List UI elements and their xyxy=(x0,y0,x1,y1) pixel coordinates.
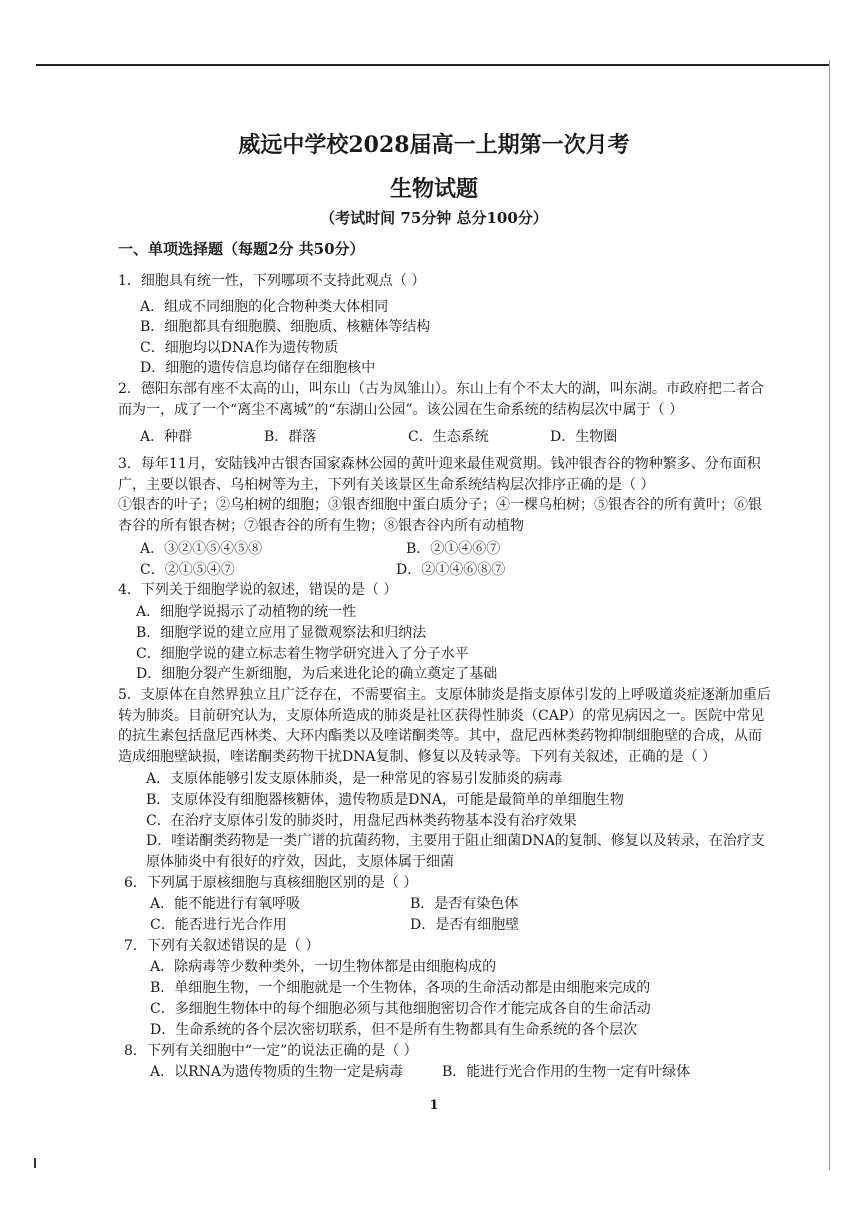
question-stem: 而为一，成了一个“离尘不离城”的“东湖山公园”。该公园在生命系统的结构层次中属于（ ） xyxy=(118,402,684,418)
option: B．细胞学说的建立应用了显微观察法和归纳法 xyxy=(136,625,427,641)
option: D．喹诺酮类药物是一类广谱的抗菌药物，主要用于阻止细菌DNA的复制、修复以及转录，在治疗支 xyxy=(146,833,765,849)
question-stem: 4．下列关于细胞学说的叙述，错误的是（ ） xyxy=(118,582,398,598)
question-stem: 5．支原体在自然界独立且广泛存在，不需要宿主。支原体肺炎是指支原体引发的上呼吸道炎症逐渐加重后 xyxy=(118,687,771,703)
question-stem: 造成细胞壁缺损，喹诺酮类药物干扰DNA复制、修复以及转录等。下列有关叙述，正确的是（ ） xyxy=(118,749,717,765)
exam-title: 威远中学校2028届高一上期第一次月考 xyxy=(238,132,630,158)
question-stem: 广，主要以银杏、乌桕树等为主，下列有关该景区生命系统结构层次排序正确的是（ ） xyxy=(118,477,655,493)
option: A．③②①⑤④⑤⑧ xyxy=(140,541,263,557)
option: B．是否有染色体 xyxy=(410,896,519,912)
option: A．组成不同细胞的化合物种类大体相同 xyxy=(140,299,389,315)
option: A．支原体能够引发支原体肺炎，是一种常见的容易引发肺炎的病毒 xyxy=(146,771,563,787)
option: D．细胞分裂产生新细胞，为后来进化论的确立奠定了基础 xyxy=(136,666,498,682)
option: D．生物圈 xyxy=(550,429,618,445)
option: C．细胞学说的建立标志着生物学研究进入了分子水平 xyxy=(136,646,469,662)
subject-title: 生物试题 xyxy=(389,176,478,202)
option: C．在治疗支原体引发的肺炎时，用盘尼西林类药物基本没有治疗效果 xyxy=(146,813,577,829)
option: A．能不能进行有氧呼吸 xyxy=(150,896,301,912)
question-stem: 1．细胞具有统一性，下列哪项不支持此观点（ ） xyxy=(118,273,426,289)
option: B．单细胞生物，一个细胞就是一个生物体，各项的生命活动都是由细胞来完成的 xyxy=(150,980,651,996)
question-stem: ①银杏的叶子；②乌桕树的细胞；③银杏细胞中蛋白质分子；④一棵乌桕树；⑤银杏谷的所有黄叶；⑥银 xyxy=(118,497,762,513)
top-border-line xyxy=(36,64,830,66)
option: A．种群 xyxy=(140,429,193,445)
option: A．细胞学说揭示了动植物的统一性 xyxy=(136,604,357,620)
section-title: 一、单项选择题（每题2分 共50分） xyxy=(118,240,365,258)
question-stem: 的抗生素包括盘尼西林类、大环内酯类以及喹诺酮类等。其中，盘尼西林类药物抑制细胞壁的合成，从而 xyxy=(118,728,762,744)
question-stem: 7．下列有关叙述错误的是（ ） xyxy=(124,938,320,954)
option: B．细胞都具有细胞膜、细胞质、核糖体等结构 xyxy=(140,319,431,335)
option: D．②①④⑥⑧⑦ xyxy=(396,562,506,578)
option: C．多细胞生物体中的每个细胞必须与其他细胞密切合作才能完成各自的生命活动 xyxy=(150,1001,651,1017)
question-stem: 3．每年11月，安陆钱冲古银杏国家森林公园的黄叶迎来最佳观赏期。钱冲银杏谷的物种繁多、分布面积 xyxy=(118,456,761,472)
question-stem: 2．德阳东部有座不太高的山，叫东山（古为凤雏山）。东山上有个不太大的湖，叫东湖。市政府把二者合 xyxy=(118,381,764,397)
question-stem: 杏谷的所有银杏树；⑦银杏谷的所有生物；⑧银杏谷内所有动植物 xyxy=(118,518,524,534)
option: C．生态系统 xyxy=(408,429,489,445)
option: 原体肺炎中有很好的疗效，因此，支原体属于细菌 xyxy=(146,854,454,870)
option: D．细胞的遗传信息均储存在细胞核中 xyxy=(140,360,376,376)
option: D．生命系统的各个层次密切联系，但不是所有生物都具有生命系统的各个层次 xyxy=(150,1022,638,1038)
option: B．群落 xyxy=(264,429,317,445)
option: D．是否有细胞壁 xyxy=(410,917,520,933)
option: C．能否进行光合作用 xyxy=(150,917,287,933)
option: B．能进行光合作用的生物一定有叶绿体 xyxy=(442,1064,691,1080)
exam-info: （考试时间 75分钟 总分100分） xyxy=(320,209,548,227)
crop-mark xyxy=(34,1158,36,1168)
question-stem: 8．下列有关细胞中“一定”的说法正确的是（ ） xyxy=(124,1043,418,1059)
option: B．②①④⑥⑦ xyxy=(406,541,501,557)
option: A．以RNA为遗传物质的生物一定是病毒 xyxy=(150,1064,404,1080)
question-stem: 转为肺炎。目前研究认为，支原体所造成的肺炎是社区获得性肺炎（CAP）的常见病因之一。医院中常见 xyxy=(118,708,765,724)
option: C．细胞均以DNA作为遗传物质 xyxy=(140,340,339,356)
option: B．支原体没有细胞器核糖体，遗传物质是DNA，可能是最简单的单细胞生物 xyxy=(146,792,624,808)
option: A．除病毒等少数种类外，一切生物体都是由细胞构成的 xyxy=(150,959,497,975)
option: C．②①⑤④⑦ xyxy=(140,562,235,578)
page-number: 1 xyxy=(429,1098,439,1113)
question-stem: 6．下列属于原核细胞与真核细胞区别的是（ ） xyxy=(124,875,418,891)
